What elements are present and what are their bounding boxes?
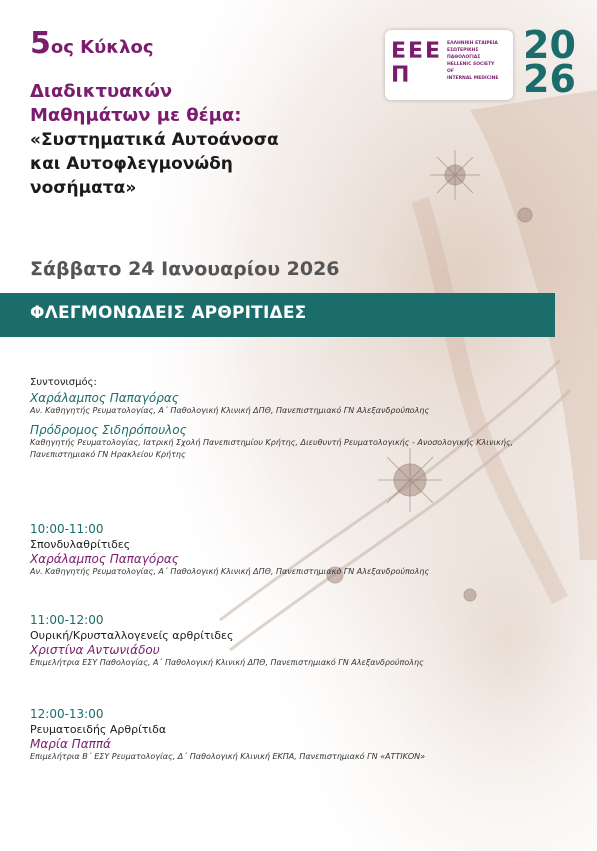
session-speaker: Χριστίνα Αντωνιάδου	[30, 643, 160, 657]
session-2	[30, 613, 570, 669]
logo-text-5: OF	[447, 69, 454, 74]
logo-text-3: ΠΑΘΟΛΟΓΙΑΣ	[447, 55, 481, 60]
title-line-1	[30, 26, 154, 61]
coordinator-affiliation-line-2: Πανεπιστημιακό ΓΝ Ηρακλείου Κρήτης	[30, 450, 186, 459]
session-speaker: Χαράλαμπος Παπαγόρας	[30, 552, 179, 566]
logo-text-4: HELLENIC SOCIETY	[447, 62, 495, 67]
coordinator-name: Χαράλαμπος Παπαγόρας	[30, 391, 179, 405]
coordinator-name: Πρόδρομος Σιδηρόπουλος	[30, 423, 187, 437]
series-number: 5	[30, 26, 51, 61]
session-topic: Σπονδυλαθρίτιδες	[30, 538, 131, 551]
coordinator-affiliation: Αν. Καθηγητής Ρευματολογίας, Α΄ Παθολογική Κλινική ΔΠΘ, Πανεπιστημιακό ΓΝ Αλεξανδρούπολης	[30, 406, 430, 415]
title-line-5: και Αυτοφλεγμονώδη	[30, 154, 233, 174]
year-badge	[523, 23, 576, 101]
session-speaker-affiliation: Επιμελήτρια ΕΣΥ Παθολογίας, Α΄ Παθολογική Κλινική ΔΠΘ, Πανεπιστημιακό ΓΝ Αλεξανδρούπολης	[30, 658, 424, 667]
title-line-6: νοσήματα»	[30, 178, 137, 198]
logo-mark: ΕΕΕΠ	[391, 39, 443, 88]
session-topic: Ουρική/Κρυσταλλογενείς αρθρίτιδες	[30, 629, 234, 642]
event-date: Σάββατο 24 Ιανουαρίου 2026	[30, 258, 340, 280]
session-time: 10:00-11:00	[30, 522, 104, 536]
coordinator-affiliation: Καθηγητής Ρευματολογίας, Ιατρική Σχολή Πανεπιστημίου Κρήτης, Διευθυντή Ρευματολογικής - Ανοσολογικής Κλινικής,	[30, 438, 514, 447]
session-speaker-affiliation: Επιμελήτρια Β΄ ΕΣΥ Ρευματολογίας, Δ΄ Παθολογική Κλινική ΕΚΠΑ, Πανεπιστημιακό ΓΝ «ΑΤΤΙΚΟΝ»	[30, 752, 426, 761]
title-line-2: Διαδικτυακών	[30, 81, 173, 102]
logo-text-6: INTERNAL MEDICINE	[447, 76, 499, 81]
title-line-1-text: ος Κύκλος	[50, 37, 154, 58]
year-bottom: 26	[523, 57, 576, 101]
title-line-3: Μαθημάτων με θέμα:	[30, 105, 242, 126]
session-topic: Ρευματοειδής Αρθρίτιδα	[30, 723, 167, 736]
logo-text-2: ΕΣΩΤΕΡΙΚΗΣ	[447, 48, 479, 53]
session-3	[30, 707, 570, 763]
session-speaker: Μαρία Παππά	[30, 737, 111, 751]
session-time: 12:00-13:00	[30, 707, 104, 721]
logo-text-1: ΕΛΛΗΝΙΚΗ ΕΤΑΙΡΕΙΑ	[447, 41, 498, 46]
society-logo	[385, 30, 513, 100]
section-title: ΦΛΕΓΜΟΝΩΔΕΙΣ ΑΡΘΡΙΤΙΔΕΣ	[30, 303, 307, 323]
session-1	[30, 522, 570, 578]
title-line-4: «Συστηματικά Αυτοάνοσα	[30, 130, 279, 150]
session-speaker-affiliation: Αν. Καθηγητής Ρευματολογίας, Α΄ Παθολογική Κλινική ΔΠΘ, Πανεπιστημιακό ΓΝ Αλεξανδρούπολης	[30, 567, 430, 576]
year-top: 20	[523, 23, 576, 67]
coordination-label: Συντονισμός:	[30, 377, 97, 388]
session-time: 11:00-12:00	[30, 613, 104, 627]
coordination-block	[30, 377, 570, 461]
